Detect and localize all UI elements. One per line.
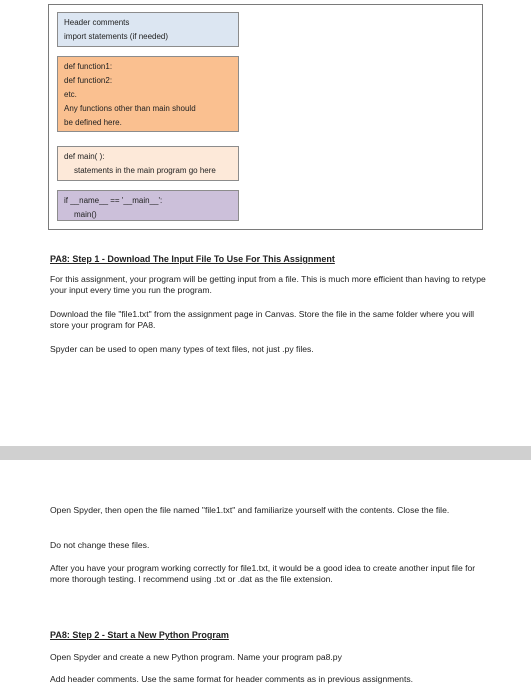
- header-comments-box: [57, 12, 239, 47]
- page2-paragraph: After you have your program working correctly for file1.txt, it would be a good idea to create another input file for more thorough testing. I recommend using .txt or .dat as the file extension.: [50, 563, 476, 584]
- step2-heading: PA8: Step 2 - Start a New Python Program: [50, 630, 229, 640]
- main-function-box: [57, 146, 239, 181]
- functions-box: [57, 56, 239, 132]
- main-box-line: def main( ):: [64, 152, 105, 161]
- page2-paragraph: Do not change these files.: [50, 540, 150, 550]
- step1-paragraph: Download the file "file1.txt" from the assignment page in Canvas. Store the file in the same folder where you will store your program for PA8.: [50, 309, 475, 330]
- step2-paragraph: Open Spyder and create a new Python program. Name your program pa8.py: [50, 652, 342, 662]
- step2-paragraph: Add header comments. Use the same format for header comments as in previous assignments.: [50, 674, 414, 684]
- step1-heading: PA8: Step 1 - Download The Input File To Use For This Assignment: [50, 254, 335, 264]
- if-name-main-box: [57, 190, 239, 221]
- page2-paragraph: Open Spyder, then open the file named "file1.txt" and familiarize yourself with the contents. Close the file.: [50, 505, 450, 515]
- functions-box-line: be defined here.: [64, 118, 122, 127]
- program-structure-diagram: [48, 4, 483, 230]
- step1-paragraph: Spyder can be used to open many types of text files, not just .py files.: [50, 344, 314, 354]
- page-break-divider: [0, 446, 531, 460]
- if-box-line: if __name__ == '__main__':: [64, 196, 163, 205]
- main-box-line: statements in the main program go here: [74, 166, 216, 175]
- functions-box-line: def function1:: [64, 62, 113, 71]
- step1-paragraph: For this assignment, your program will be getting input from a file. This is much more efficient than having to retype your input every time you run the program.: [50, 274, 486, 295]
- if-box-line: main(): [74, 210, 97, 219]
- functions-box-line: Any functions other than main should: [64, 104, 196, 113]
- functions-box-line: def function2:: [64, 76, 113, 85]
- header-box-line: Header comments: [64, 18, 130, 27]
- functions-box-line: etc.: [64, 90, 77, 99]
- header-box-line: import statements (if needed): [64, 32, 169, 41]
